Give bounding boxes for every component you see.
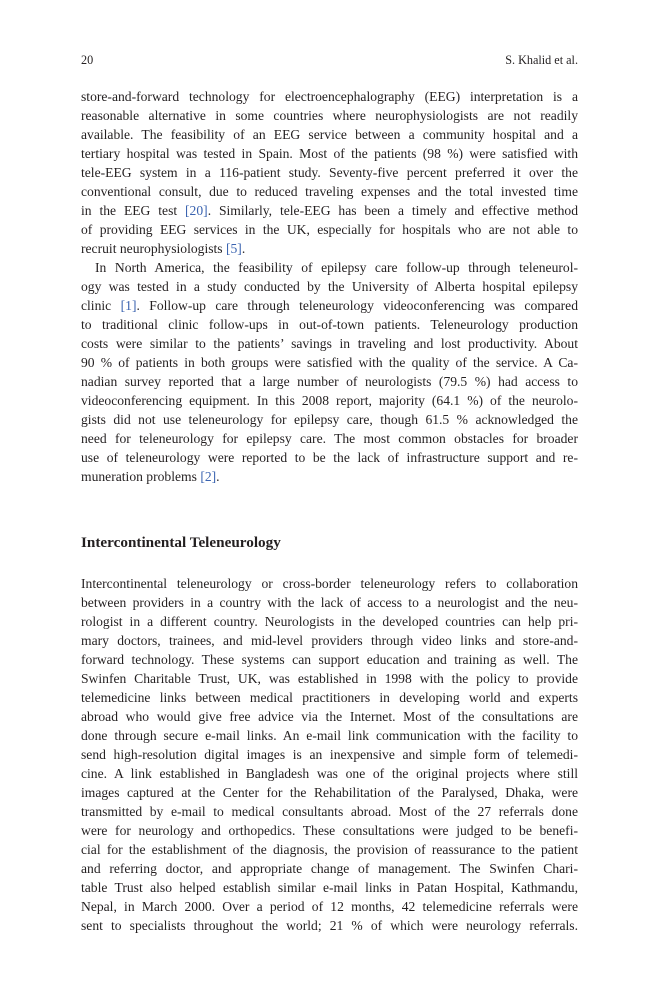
text-line: reasonable alternative in some countries where neurophysiologists are not readily bbox=[81, 108, 578, 123]
text-line: rologist in a different country. Neurologists in the developed countries can help pri- bbox=[81, 614, 578, 629]
citation-link[interactable]: [20] bbox=[185, 203, 208, 218]
text-line: cine. A link established in Bangladesh was one of the original projects where still bbox=[81, 766, 578, 781]
text-line bbox=[81, 296, 578, 315]
text-fragment: . bbox=[216, 469, 220, 484]
text-line: need for teleneurology for epilepsy care. The most common obstacles for broader bbox=[81, 431, 578, 446]
text-line: sent to specialists throughout the world; 21 % of which were neurology referrals. bbox=[81, 918, 578, 933]
text-line: were for neurology and orthopedics. These consultations were judged to be benefi- bbox=[81, 823, 578, 838]
paragraph-north-america bbox=[81, 258, 578, 486]
text-line: transmitted by e-mail to medical consultants abroad. Most of the 27 referrals done bbox=[81, 804, 578, 819]
text-line: nadian survey reported that a large number of neurologists (79.5 %) had access to bbox=[81, 374, 578, 389]
text-line: 90 % of patients in both groups were satisfied with the quality of the service. A Ca- bbox=[81, 355, 578, 370]
text-line: send high-resolution digital images is an inexpensive and simple form of telemedi- bbox=[81, 747, 578, 762]
text-line: In North America, the feasibility of epilepsy care follow-up through teleneurol- bbox=[95, 260, 578, 275]
text-line: forward technology. These systems can support education and training as well. The bbox=[81, 652, 578, 667]
text-fragment: . Similarly, tele-EEG has been a timely and effective method bbox=[207, 203, 578, 218]
text-line bbox=[81, 201, 578, 220]
paragraph-eeg bbox=[81, 87, 578, 258]
text-line: images captured at the Center for the Rehabilitation of the Paralysed, Dhaka, were bbox=[81, 785, 578, 800]
text-line: between providers in a country with the lack of access to a neurologist and the neu- bbox=[81, 595, 578, 610]
text-line: Intercontinental teleneurology or cross-border teleneurology refers to collaboration bbox=[81, 576, 578, 591]
text-line: done through secure e-mail links. An e-mail link communication with the facility to bbox=[81, 728, 578, 743]
citation-link[interactable]: [2] bbox=[200, 469, 217, 484]
section-heading: Intercontinental Teleneurology bbox=[81, 534, 281, 551]
running-author: S. Khalid et al. bbox=[505, 53, 578, 67]
text-line bbox=[81, 239, 578, 258]
text-line: store-and-forward technology for electroencephalography (EEG) interpretation is a bbox=[81, 89, 578, 104]
body-text bbox=[81, 87, 578, 935]
text-line bbox=[81, 467, 578, 486]
text-line: table Trust also helped establish similar e-mail links in Patan Hospital, Kathmandu, bbox=[81, 880, 578, 895]
text-fragment: clinic bbox=[81, 298, 121, 313]
text-line: use of teleneurology were reported to be the lack of infrastructure support and re- bbox=[81, 450, 578, 465]
text-line: telemedicine links between medical practitioners in developing world and experts bbox=[81, 690, 578, 705]
paragraph-intercontinental bbox=[81, 574, 578, 935]
text-fragment: . bbox=[241, 241, 246, 256]
text-line: Swinfen Charitable Trust, UK, was established in 1998 with the policy to provide bbox=[81, 671, 578, 686]
text-line: ogy was tested in a study conducted by the University of Alberta hospital epilepsy bbox=[81, 279, 578, 294]
citation-link[interactable]: [5] bbox=[225, 241, 242, 256]
text-line: tertiary hospital was tested in Spain. Most of the patients (98 %) were satisfied with bbox=[81, 146, 578, 161]
text-line: to traditional clinic follow-ups in out-of-town patients. Teleneurology production bbox=[81, 317, 578, 332]
text-fragment: . Follow-up care through teleneurology videoconferencing was compared bbox=[136, 298, 579, 313]
text-line: tele-EEG system in a 116-patient study. Seventy-five percent preferred it over the bbox=[81, 165, 578, 180]
text-line: and referring doctor, and appropriate change of management. The Swinfen Chari- bbox=[81, 861, 578, 876]
text-line: videoconferencing equipment. In this 2008 report, majority (64.1 %) of the neurolo- bbox=[81, 393, 578, 408]
text-line: cial for the establishment of the diagnosis, the provision of reassurance to the patient bbox=[81, 842, 578, 857]
text-fragment: muneration problems bbox=[81, 469, 201, 484]
text-line: of providing EEG services in the UK, especially for hospitals who are not able to bbox=[81, 222, 578, 237]
text-line: mary doctors, trainees, and mid-level providers through video links and store-and- bbox=[81, 633, 578, 648]
text-line: available. The feasibility of an EEG service between a community hospital and a bbox=[81, 127, 578, 142]
citation-link[interactable]: [1] bbox=[120, 298, 137, 313]
text-line: costs were similar to the patients’ savings in traveling and lost productivity. About bbox=[81, 336, 578, 351]
text-line: Nepal, in March 2000. Over a period of 12 months, 42 telemedicine referrals were bbox=[81, 899, 578, 914]
text-line: conventional consult, due to reduced traveling expenses and the total invested time bbox=[81, 184, 578, 199]
text-fragment: in the EEG test bbox=[81, 203, 186, 218]
text-fragment: recruit neurophysiologists bbox=[81, 241, 226, 256]
text-line: gists did not use teleneurology for epilepsy care, though 61.5 % acknowledged the bbox=[81, 412, 578, 427]
page-number: 20 bbox=[81, 53, 94, 67]
text-line: abroad who would give free advice via the Internet. Most of the consultations are bbox=[81, 709, 578, 724]
